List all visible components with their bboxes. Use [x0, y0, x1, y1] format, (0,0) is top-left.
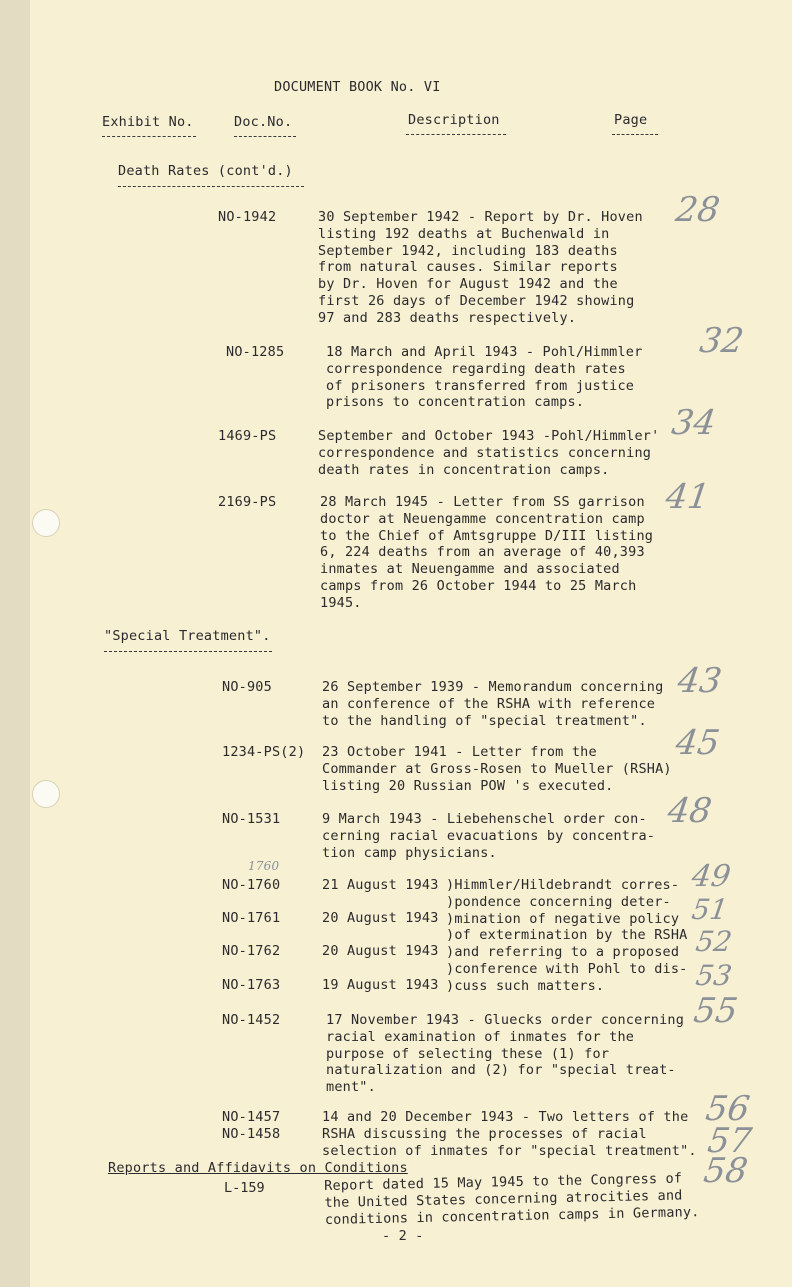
page-number-handwritten: 58 [701, 1151, 751, 1191]
page-number-handwritten: 49 [689, 859, 733, 894]
page-number-handwritten: 41 [663, 477, 713, 517]
header-underline [234, 136, 296, 137]
page-number-handwritten: 56 [703, 1089, 753, 1129]
section-heading-special-treatment: "Special Treatment". [104, 628, 271, 644]
doc-number: NO-1942 [218, 209, 277, 225]
doc-number: 1469-PS [218, 428, 277, 444]
header-underline [102, 136, 196, 137]
header-exhibit: Exhibit No. [102, 114, 194, 130]
page-number-handwritten: 43 [675, 661, 725, 701]
page-title: DOCUMENT BOOK No. VI [274, 79, 441, 95]
entry-description: 18 March and April 1943 - Pohl/Himmler correspondence regarding death rates of prisoners transferred from justice prisons to concentration camps. [326, 344, 643, 411]
header-doc: Doc.No. [234, 114, 293, 130]
page-number-handwritten: 28 [673, 190, 723, 230]
punch-hole [32, 509, 60, 537]
doc-number: NO-1760 [222, 877, 281, 893]
page-number-handwritten: 53 [693, 959, 735, 992]
header-underline [612, 134, 658, 135]
doc-date: 19 August 1943 [322, 977, 439, 993]
doc-number: NO-905 [222, 679, 272, 695]
header-description: Description [408, 112, 500, 128]
doc-number: NO-1762 [222, 943, 281, 959]
section-underline [104, 651, 272, 652]
doc-number: L-159 [224, 1180, 265, 1196]
page-number-handwritten: 32 [697, 321, 747, 361]
page-number-handwritten: 34 [669, 403, 719, 443]
doc-number: NO-1531 [222, 811, 281, 827]
doc-number: 1234-PS(2) [222, 744, 306, 760]
grouped-description: )Himmler/Hildebrandt corres- )pondence concerning deter- )mination of negative policy )of extermination by the RSHA )and referring to a proposed )conference with Pohl to dis- )cuss such matters. [446, 877, 688, 994]
entry-description: 9 March 1943 - Liebehenschel order con- cerning racial evacuations by concentra- tion camp physicians. [322, 811, 656, 861]
header-page: Page [614, 112, 648, 128]
doc-number: NO-1452 [222, 1012, 281, 1028]
doc-number: NO-1761 [222, 910, 281, 926]
entry-description: Report dated 15 May 1945 to the Congress of the United States concerning atrocities and conditions in concentration camps in Germany. [324, 1170, 700, 1228]
page-number-handwritten: 55 [691, 991, 741, 1031]
entry-description: 30 September 1942 - Report by Dr. Hoven listing 192 deaths at Buchenwald in September 1942, including 183 deaths from natural causes. Similar reports by Dr. Hoven for August 1942 and the first 26 days of December 1942 showing 97 and 283 deaths respectively. [318, 209, 643, 326]
section-heading-reports: Reports and Affidavits on Conditions [108, 1160, 408, 1176]
page-number-handwritten: 52 [693, 925, 735, 958]
doc-number: NO-1458 [222, 1126, 281, 1142]
doc-date: 21 August 1943 [322, 877, 439, 893]
doc-number: NO-1285 [226, 344, 285, 360]
entry-description: September and October 1943 -Pohl/Himmler' correspondence and statistics concerning death rates in concentration camps. [318, 428, 660, 478]
page-footer-number: - 2 - [382, 1228, 424, 1244]
entry-description: 17 November 1943 - Gluecks order concerning racial examination of inmates for the purpose of selecting these (1) for naturalization and (2) for "special treat- ment". [326, 1012, 685, 1096]
entry-description: 23 October 1941 - Letter from the Commander at Gross-Rosen to Mueller (RSHA) listing 20 Russian POW 's executed. [322, 744, 672, 794]
page-number-handwritten: 48 [665, 791, 715, 831]
doc-date: 20 August 1943 [322, 943, 439, 959]
page-number-handwritten: 57 [705, 1121, 755, 1161]
entry-description: 28 March 1945 - Letter from SS garrison doctor at Neuengamme concentration camp to the Chief of Amtsgruppe D/III listing 6, 224 deaths from an average of 40,393 inmates at Neuengamme and associated camps from 26 October 1944 to 25 March 1945. [320, 494, 654, 611]
page-number-handwritten: 45 [673, 723, 723, 763]
doc-number: NO-1457 [222, 1109, 281, 1125]
entry-description: 14 and 20 December 1943 - Two letters of the RSHA discussing the processes of racial selection of inmates for "special treatment". [322, 1109, 697, 1159]
doc-number: NO-1763 [222, 977, 281, 993]
entry-description: 26 September 1939 - Memorandum concerning an conference of the RSHA with reference to the handling of "special treatment". [322, 679, 664, 729]
section-heading-death-rates: Death Rates (cont'd.) [118, 163, 293, 179]
section-underline [118, 186, 304, 187]
punch-hole [32, 780, 60, 808]
handwritten-annotation: 1760 [248, 859, 280, 873]
header-underline [406, 134, 506, 135]
page-number-handwritten: 51 [689, 893, 731, 926]
doc-date: 20 August 1943 [322, 910, 439, 926]
doc-number: 2169-PS [218, 494, 277, 510]
